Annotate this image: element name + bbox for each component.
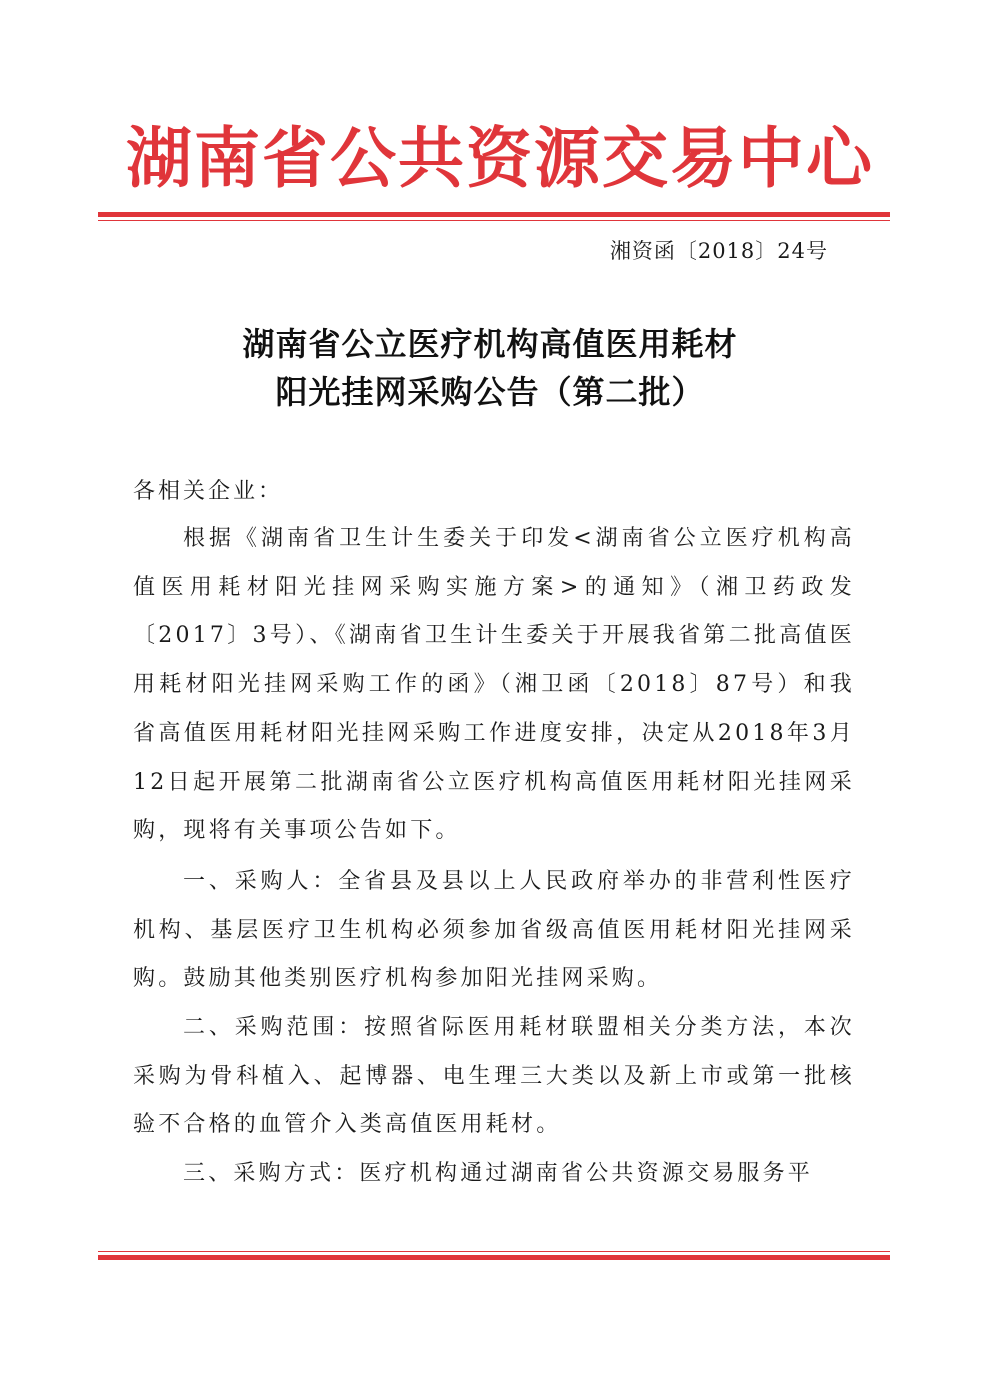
salutation: 各相关企业： xyxy=(133,479,284,504)
organization-header: 湖南省公共资源交易中心 xyxy=(126,119,874,197)
document-number: 湘资函〔2018〕24号 xyxy=(609,239,828,263)
paragraph-3: 二、采购范围：按照省际医用耗材联盟相关分类方法，本次采购为骨科植入、起博器、电生理三大类以及新上市或第一批核验不合格的血管介入类高值医用耗材。 xyxy=(133,1015,855,1138)
paragraph-2: 一、采购人：全省县及县以上人民政府举办的非营利性医疗机构、基层医疗卫生机构必须参加省级高值医用耗材阳光挂网采购。鼓励其他类别医疗机构参加阳光挂网采购。 xyxy=(133,869,855,992)
footer-rule-thin xyxy=(98,1251,890,1252)
paragraph-1: 根据《湖南省卫生计生委关于印发<湖南省公立医疗机构高值医用耗材阳光挂网采购实施方案>的通知》（湘卫药政发〔2017〕3号）、《湖南省卫生计生委关于开展我省第二批高值医用耗材阳光挂网采购工作的函》（湘卫函〔2018〕87号）和我省高值医用耗材阳光挂网采购工作进度安排，决定从2018年3月12日起开展第二批湖南省公立医疗机构高值医用耗材阳光挂网采购，现将有关事项公告如下。 xyxy=(133,526,855,844)
header-rule-thick xyxy=(98,212,890,217)
document-title-line2: 阳光挂网采购公告（第二批） xyxy=(275,373,705,411)
footer-rule-thick xyxy=(98,1255,890,1260)
paragraph-4: 三、采购方式：医疗机构通过湖南省公共资源交易服务平 xyxy=(183,1161,814,1186)
document-title-line1: 湖南省公立医疗机构高值医用耗材 xyxy=(242,325,738,363)
header-rule-thin xyxy=(98,220,890,221)
